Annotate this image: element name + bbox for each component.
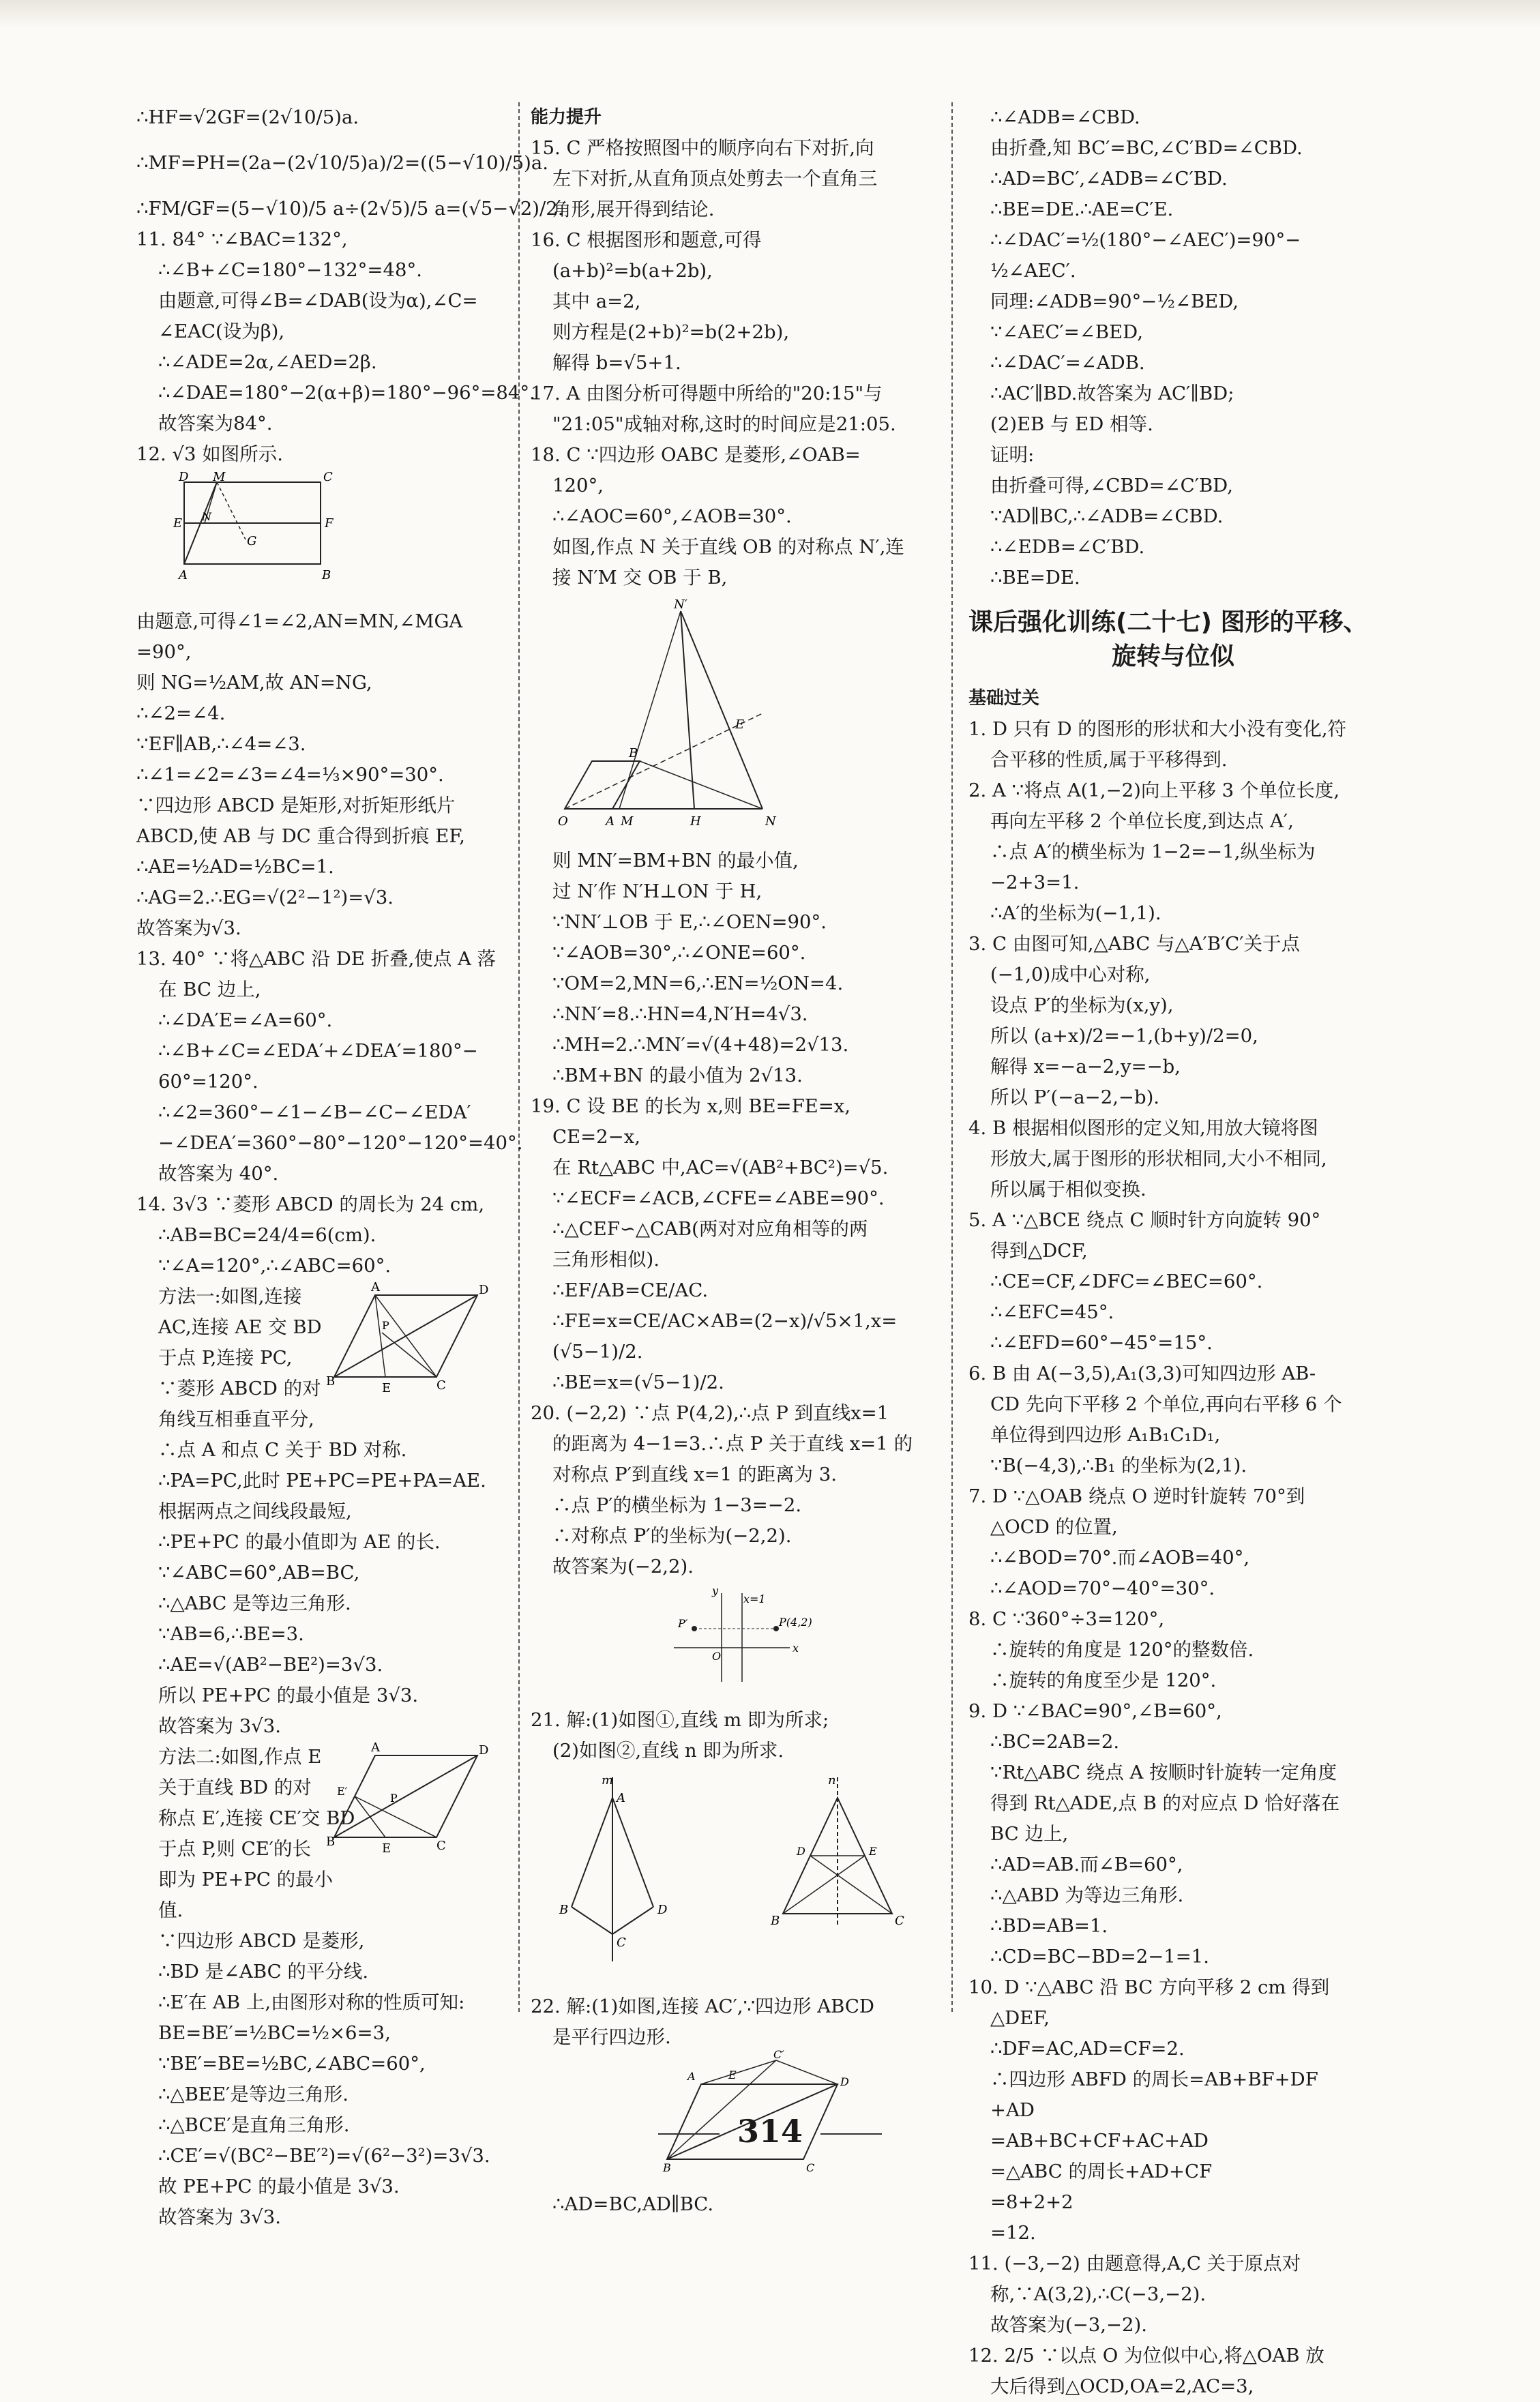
svg-text:P′: P′ <box>678 1617 688 1630</box>
svg-text:A: A <box>617 1791 625 1805</box>
text-line: (−1,0)成中心对称, <box>990 964 1151 985</box>
text-line: 其中 a=2, <box>552 291 641 312</box>
svg-text:C′: C′ <box>773 2048 784 2061</box>
text-line: =8+2+2 <box>990 2191 1073 2213</box>
text-line: =12. <box>990 2222 1036 2244</box>
text-line: ∴∠EDB=∠C′BD. <box>990 536 1145 558</box>
text-line: ∴AG=2.∴EG=√(2²−1²)=√3. <box>136 887 394 908</box>
text-line: 方法二:如图,作点 E <box>158 1746 322 1768</box>
text-line: ∴∠DAE=180°−2(α+β)=180°−96°=84°. <box>158 382 535 404</box>
figure-q21 <box>558 1770 933 1985</box>
answer-8: 8. C ∵360°÷3=120°, <box>968 1608 1165 1630</box>
text-line: 故答案为(−3,−2). <box>990 2314 1148 2336</box>
footer-dash <box>658 2133 720 2135</box>
answer-3: 3. C 由图可知,△ABC 与△A′B′C′关于点 <box>968 933 1301 955</box>
text-line: 大后得到△OCD,OA=2,AC=3, <box>990 2375 1254 2397</box>
text-line: 由题意,可得∠B=∠DAB(设为α),∠C= <box>158 290 478 312</box>
column-right <box>968 102 1405 2402</box>
column-left <box>136 102 564 2233</box>
text-line: 故答案为 3√3. <box>158 2206 281 2228</box>
text-line: ∵四边形 ABCD 是菱形, <box>158 1930 365 1952</box>
svg-text:B: B <box>559 1903 569 1917</box>
text-line: ∴NN′=8.∴HN=4,N′H=4√3. <box>552 1003 808 1025</box>
svg-text:n: n <box>828 1773 836 1788</box>
text-line: ∴MF=PH=(2a−(2√10/5)a)/2=((5−√10)/5)a. <box>136 152 548 174</box>
text-line: ∴CD=BC−BD=2−1=1. <box>990 1946 1210 1968</box>
text-line: ∴∠AOD=70°−40°=30°. <box>990 1577 1215 1599</box>
text-line: 则方程是(2+b)²=b(2+2b), <box>552 321 790 343</box>
svg-text:E: E <box>382 1841 391 1856</box>
answer-1: 1. D 只有 D 的图形的形状和大小没有变化,符 <box>968 718 1347 740</box>
svg-text:C: C <box>806 2161 815 2174</box>
text-line: =90°, <box>136 641 192 663</box>
text-line: ∴E′在 AB 上,由图形对称的性质可知: <box>158 1991 465 2013</box>
text-line: 称,∵A(3,2),∴C(−3,−2). <box>990 2283 1206 2305</box>
text-line: 故答案为 3√3. <box>158 1715 281 1737</box>
text-line: ∴AC′∥BD.故答案为 AC′∥BD; <box>990 383 1234 404</box>
text-line: ∴AE=½AD=½BC=1. <box>136 856 334 878</box>
text-line: 所以 (a+x)/2=−1,(b+y)/2=0, <box>990 1025 1258 1047</box>
text-line: ∠EAC(设为β), <box>158 321 285 342</box>
text-line: ∴∠2=360°−∠1−∠B−∠C−∠EDA′ <box>158 1101 471 1123</box>
answer-19: 19. C 设 BE 的长为 x,则 BE=FE=x, <box>531 1095 851 1117</box>
text-line: ∴AD=AB.而∠B=60°, <box>990 1854 1183 1875</box>
text-line: BC 边上, <box>990 1823 1069 1845</box>
svg-text:E: E <box>869 1845 877 1858</box>
figure-q14-method2 <box>326 1740 491 1858</box>
text-line: ABCD,使 AB 与 DC 重合得到折痕 EF, <box>136 825 465 847</box>
text-line: (a+b)²=b(a+2b), <box>552 260 713 282</box>
text-line: 接 N′M 交 OB 于 B, <box>552 567 728 589</box>
text-line: ∴∠1=∠2=∠3=∠4=⅓×90°=30°. <box>136 764 444 786</box>
text-line: △OCD 的位置, <box>990 1516 1118 1538</box>
answer-20: 20. (−2,2) ∵点 P(4,2),∴点 P 到直线x=1 <box>531 1402 889 1424</box>
text-line: 故答案为 40°. <box>158 1163 279 1185</box>
text-line: 由折叠可得,∠CBD=∠C′BD, <box>990 475 1233 496</box>
svg-text:B: B <box>322 568 331 582</box>
text-line: ∴CE′=√(BC²−BE′²)=√(6²−3²)=3√3. <box>158 2145 490 2167</box>
text-line: CD 先向下平移 2 个单位,再向右平移 6 个 <box>990 1393 1342 1415</box>
text-line: 设点 P′的坐标为(x,y), <box>990 994 1174 1016</box>
text-line: ∴对称点 P′的坐标为(−2,2). <box>552 1525 792 1547</box>
text-line: 于点 P,连接 PC, <box>158 1347 293 1369</box>
svg-text:A: A <box>371 1280 380 1294</box>
svg-text:A: A <box>606 814 614 829</box>
svg-text:B: B <box>326 1374 336 1389</box>
svg-text:E: E <box>735 717 745 732</box>
text-line: 角线互相垂直平分, <box>158 1408 314 1430</box>
text-line: ∴点 A′的横坐标为 1−2=−1,纵坐标为 <box>990 841 1316 863</box>
text-line: ∵菱形 ABCD 的对 <box>158 1378 321 1399</box>
column-divider <box>951 102 953 2012</box>
svg-text:P: P <box>390 1792 398 1805</box>
svg-text:A: A <box>371 1740 380 1755</box>
chapter-title <box>968 606 1405 674</box>
text-line: ∴△ABC 是等边三角形. <box>158 1592 351 1614</box>
text-line: =AB+BC+CF+AC+AD <box>990 2130 1209 2152</box>
svg-text:A: A <box>179 568 188 582</box>
svg-text:m: m <box>602 1773 614 1788</box>
answer-12: 12. 2/5 ∵以点 O 为位似中心,将△OAB 放 <box>968 2345 1324 2367</box>
svg-text:M: M <box>213 470 226 484</box>
text-line: ∴旋转的角度是 120°的整数倍. <box>990 1639 1254 1661</box>
text-line: 合平移的性质,属于平移得到. <box>990 749 1228 771</box>
footer-dash <box>820 2133 882 2135</box>
text-line: ∴BE=x=(√5−1)/2. <box>552 1371 724 1393</box>
text-line: ∴∠B+∠C=180°−132°=48°. <box>158 259 422 281</box>
answer-13: 13. 40° ∵将△ABC 沿 DE 折叠,使点 A 落 <box>136 948 497 970</box>
answer-11: 11. 84° ∵∠BAC=132°, <box>136 228 348 250</box>
answer-6: 6. B 由 A(−3,5),A₁(3,3)可知四边形 AB- <box>968 1363 1316 1384</box>
svg-text:D: D <box>797 1845 805 1858</box>
text-line: 证明: <box>990 444 1035 466</box>
chapter-title-line: 旋转与位似 <box>1112 642 1235 670</box>
text-line: ∴PE+PC 的最小值即为 AE 的长. <box>158 1531 441 1553</box>
text-line: ∴BD 是∠ABC 的平分线. <box>158 1961 369 1983</box>
text-line: ∵∠ECF=∠ACB,∠CFE=∠ABE=90°. <box>552 1187 885 1209</box>
text-line: ∵AD∥BC,∴∠ADB=∠CBD. <box>990 505 1224 527</box>
text-line: BE=BE′=½BC=½×6=3, <box>158 2022 391 2044</box>
svg-text:D: D <box>657 1903 668 1917</box>
svg-text:M: M <box>621 814 634 829</box>
text-line: ∴MH=2.∴MN′=√(4+48)=2√13. <box>552 1034 849 1056</box>
text-line: 解得 x=−a−2,y=−b, <box>990 1056 1181 1078</box>
svg-text:E: E <box>382 1381 391 1395</box>
text-line: ∵Rt△ABC 绕点 A 按顺时针旋转一定角度 <box>990 1762 1337 1783</box>
answer-16: 16. C 根据图形和题意,可得 <box>531 229 762 251</box>
text-line: ∵OM=2,MN=6,∴EN=½ON=4. <box>552 973 844 994</box>
text-line: ∴AD=BC,AD∥BC. <box>552 2193 714 2215</box>
text-line: −2+3=1. <box>990 872 1080 893</box>
text-line: 称点 E′,连接 CE′交 BD <box>158 1807 355 1829</box>
text-line: 方法一:如图,连接 <box>158 1286 302 1307</box>
text-line: 的距离为 4−1=3.∴点 P 关于直线 x=1 的 <box>552 1433 913 1455</box>
text-line: ∴△BCE′是直角三角形. <box>158 2114 350 2136</box>
answer-5: 5. A ∵△BCE 绕点 C 顺时针方向旋转 90° <box>968 1209 1321 1231</box>
text-line: 左下对折,从直角顶点处剪去一个直角三 <box>552 168 878 190</box>
text-line: ∵AB=6,∴BE=3. <box>158 1623 304 1645</box>
text-line: ∴∠ADE=2α,∠AED=2β. <box>158 351 377 373</box>
text-line: 所以属于相似变换. <box>990 1178 1146 1200</box>
text-line: ∴∠AOC=60°,∠AOB=30°. <box>552 505 792 527</box>
text-line: 在 Rt△ABC 中,AC=√(AB²+BC²)=√5. <box>552 1157 889 1178</box>
text-line: 则 NG=½AM,故 AN=NG, <box>136 672 372 694</box>
svg-text:N: N <box>765 814 776 829</box>
answer-18: 18. C ∵四边形 OABC 是菱形,∠OAB= <box>531 444 861 466</box>
figure-q18 <box>558 597 933 839</box>
svg-text:y: y <box>712 1584 719 1597</box>
text-line: 关于直线 BD 的对 <box>158 1777 312 1798</box>
text-line: ∴AB=BC=24/4=6(cm). <box>158 1224 376 1246</box>
text-line: 即为 PE+PC 的最小 <box>158 1869 334 1891</box>
text-line: ∴BE=DE.∴AE=C′E. <box>990 198 1174 220</box>
text-line: 故答案为84°. <box>158 413 273 434</box>
text-line: ∴BE=DE. <box>990 567 1080 589</box>
text-line: ∵NN′⊥OB 于 E,∴∠OEN=90°. <box>552 911 827 933</box>
text-line: ∴FM/GF=(5−√10)/5 a÷(2√5)/5 a=(√5−√2)/2. <box>136 198 564 220</box>
text-line: ∴CE=CF,∠DFC=∠BEC=60°. <box>990 1271 1263 1292</box>
text-line: ∴AD=BC′,∠ADB=∠C′BD. <box>990 168 1228 190</box>
section-heading: 基础过关 <box>968 688 1040 709</box>
answer-15: 15. C 严格按照图中的顺序向右下对折,向 <box>531 137 874 159</box>
text-line: 故答案为(−2,2). <box>552 1556 694 1577</box>
text-line: ∴△ABD 为等边三角形. <box>990 1884 1184 1906</box>
text-line: ∵B(−4,3),∴B₁ 的坐标为(2,1). <box>990 1455 1247 1477</box>
text-line: ∵∠ABC=60°,AB=BC, <box>158 1562 360 1584</box>
text-line: 过 N′作 N′H⊥ON 于 H, <box>552 880 762 902</box>
text-line: 120°, <box>552 475 604 496</box>
text-line: 则 MN′=BM+BN 的最小值, <box>552 850 799 872</box>
text-line: ∵∠AEC′=∠BED, <box>990 321 1143 343</box>
text-line: ∴A′的坐标为(−1,1). <box>990 902 1161 924</box>
svg-text:D: D <box>479 1283 489 1297</box>
svg-text:B: B <box>326 1835 336 1849</box>
text-line: ∴点 A 和点 C 关于 BD 对称. <box>158 1439 407 1461</box>
answer-12: 12. √3 如图所示. <box>136 443 283 465</box>
svg-text:D: D <box>840 2075 849 2088</box>
text-line: 在 BC 边上, <box>158 979 261 1000</box>
text-line: ½∠AEC′. <box>990 260 1076 282</box>
svg-text:B: B <box>663 2161 671 2174</box>
text-line: 值. <box>158 1899 183 1921</box>
svg-text:x=1: x=1 <box>743 1592 766 1605</box>
text-line: 60°=120°. <box>158 1071 258 1093</box>
text-line: AC,连接 AE 交 BD <box>158 1316 322 1338</box>
text-line: 是平行四边形. <box>552 2026 671 2048</box>
text-line: ∵EF∥AB,∴∠4=∠3. <box>136 733 306 755</box>
text-line: ∴∠DAC′=½(180°−∠AEC′)=90°− <box>990 229 1301 251</box>
page-footer <box>0 2113 1540 2150</box>
svg-text:O: O <box>712 1650 722 1663</box>
chapter-title-line: 课后强化训练(二十七) 图形的平移、 <box>968 608 1368 636</box>
text-line: CE=2−x, <box>552 1126 640 1148</box>
answer-21: 21. 解:(1)如图①,直线 m 即为所求; <box>531 1709 829 1731</box>
text-line: ∵∠AOB=30°,∴∠ONE=60°. <box>552 942 806 964</box>
text-line: 单位得到四边形 A₁B₁C₁D₁, <box>990 1424 1221 1446</box>
text-line: (2)EB 与 ED 相等. <box>990 413 1153 435</box>
text-line: ∴BD=AB=1. <box>990 1915 1108 1937</box>
page-number: 314 <box>737 2113 803 2150</box>
text-line: 故 PE+PC 的最小值是 3√3. <box>158 2176 400 2197</box>
text-line: ∴∠DA′E=∠A=60°. <box>158 1009 333 1031</box>
svg-text:C: C <box>617 1936 626 1950</box>
scan-top-edge <box>0 0 1540 27</box>
svg-text:B: B <box>629 746 638 760</box>
text-line: ∴∠2=∠4. <box>136 702 226 724</box>
svg-text:O: O <box>558 814 568 829</box>
svg-text:E: E <box>173 516 183 531</box>
answer-7: 7. D ∵△OAB 绕点 O 逆时针旋转 70°到 <box>968 1485 1305 1507</box>
text-line: ∴点 P′的横坐标为 1−3=−2. <box>552 1494 802 1516</box>
section-heading: 能力提升 <box>531 107 602 128</box>
answer-17: 17. A 由图分析可得题中所给的"20:15"与 <box>531 383 883 404</box>
svg-text:C: C <box>436 1378 446 1393</box>
text-line: ∴△BEE′是等边三角形. <box>158 2084 349 2105</box>
text-line: =△ABC 的周长+AD+CF <box>990 2161 1213 2182</box>
text-line: ∵BE′=BE=½BC,∠ABC=60°, <box>158 2053 426 2075</box>
text-line: ∴EF/AB=CE/AC. <box>552 1279 709 1301</box>
text-line: ∴BC=2AB=2. <box>990 1731 1120 1753</box>
text-line: 由折叠,知 BC′=BC,∠C′BD=∠CBD. <box>990 137 1303 159</box>
svg-text:P(4,2): P(4,2) <box>779 1616 812 1629</box>
text-line: 同理:∠ADB=90°−½∠BED, <box>990 291 1239 312</box>
answer-14: 14. 3√3 ∵菱形 ABCD 的周长为 24 cm, <box>136 1193 485 1215</box>
svg-text:C: C <box>436 1839 446 1853</box>
column-middle <box>531 102 933 2220</box>
svg-text:N: N <box>202 510 211 523</box>
svg-text:E′: E′ <box>337 1785 348 1798</box>
svg-text:x: x <box>793 1642 799 1655</box>
text-line: 所以 P′(−a−2,−b). <box>990 1086 1160 1108</box>
text-line: "21:05"成轴对称,这时的时间应是21:05. <box>552 413 896 435</box>
text-line: 对称点 P′到直线 x=1 的距离为 3. <box>552 1464 837 1485</box>
svg-text:G: G <box>247 534 257 548</box>
text-line: ∴∠EFD=60°−45°=15°. <box>990 1332 1213 1354</box>
text-line: 所以 PE+PC 的最小值是 3√3. <box>158 1685 419 1706</box>
text-line: ∴旋转的角度至少是 120°. <box>990 1670 1217 1691</box>
answer-22: 22. 解:(1)如图,连接 AC′,∵四边形 ABCD <box>531 1996 874 2017</box>
text-line: ∴∠B+∠C=∠EDA′+∠DEA′=180°− <box>158 1040 478 1062</box>
text-line: ∴HF=√2GF=(2√10/5)a. <box>136 106 359 128</box>
text-line: ∴∠BOD=70°.而∠AOB=40°, <box>990 1547 1250 1569</box>
svg-text:D: D <box>479 1743 489 1758</box>
text-line: 由题意,可得∠1=∠2,AN=MN,∠MGA <box>136 610 463 632</box>
text-line: ∴AE=√(AB²−BE²)=3√3. <box>158 1654 383 1676</box>
svg-text:B: B <box>771 1914 780 1928</box>
text-line: ∴△CEF∽△CAB(两对对应角相等的两 <box>552 1218 868 1240</box>
text-line: ∴DF=AC,AD=CF=2. <box>990 2038 1185 2060</box>
text-line: 得到 Rt△ADE,点 B 的对应点 D 恰好落在 <box>990 1792 1340 1814</box>
svg-text:E: E <box>728 2069 737 2081</box>
figure-q14-method1 <box>326 1280 491 1397</box>
text-line: (√5−1)/2. <box>552 1341 643 1363</box>
svg-text:N′: N′ <box>674 597 687 612</box>
text-line: ∵∠A=120°,∴∠ABC=60°. <box>158 1255 391 1277</box>
text-line: (2)如图②,直线 n 即为所求. <box>552 1740 784 1762</box>
text-line: ∴四边形 ABFD 的周长=AB+BF+DF <box>990 2069 1318 2090</box>
text-line: 得到△DCF, <box>990 1240 1088 1262</box>
text-line: ∵四边形 ABCD 是矩形,对折矩形纸片 <box>136 795 456 816</box>
text-line: ∴BM+BN 的最小值为 2√13. <box>552 1065 803 1086</box>
text-line: 三角形相似). <box>552 1249 660 1271</box>
text-line: 故答案为√3. <box>136 917 241 939</box>
figure-q20 <box>667 1586 933 1698</box>
text-line: ∴FE=x=CE/AC×AB=(2−x)/√5×1,x= <box>552 1310 898 1332</box>
svg-text:F: F <box>325 516 334 531</box>
text-line: ∴∠EFC=45°. <box>990 1301 1114 1323</box>
text-line: ∴PA=PC,此时 PE+PC=PE+PA=AE. <box>158 1470 486 1492</box>
text-line: 根据两点之间线段最短, <box>158 1500 352 1522</box>
text-line: +AD <box>990 2099 1035 2121</box>
text-line: 解得 b=√5+1. <box>552 352 681 374</box>
text-line: 形放大,属于图形的形状相同,大小不相同, <box>990 1148 1327 1170</box>
svg-text:A: A <box>687 2070 696 2083</box>
text-line: 如图,作点 N 关于直线 OB 的对称点 N′,连 <box>552 536 904 558</box>
text-line: 再向左平移 2 个单位长度,到达点 A′, <box>990 810 1294 832</box>
svg-text:D: D <box>179 470 189 484</box>
answer-11: 11. (−3,−2) 由题意得,A,C 关于原点对 <box>968 2253 1301 2274</box>
text-line: 于点 P,则 CE′的长 <box>158 1838 312 1860</box>
text-line: ∴∠DAC′=∠ADB. <box>990 352 1145 374</box>
svg-text:C: C <box>323 470 333 484</box>
text-line: ∴∠ADB=∠CBD. <box>990 106 1140 128</box>
text-line: △DEF, <box>990 2007 1050 2029</box>
svg-text:P: P <box>382 1319 389 1332</box>
answer-2: 2. A ∵将点 A(1,−2)向上平移 3 个单位长度, <box>968 780 1340 801</box>
answer-4: 4. B 根据相似图形的定义知,用放大镜将图 <box>968 1117 1318 1139</box>
text-line: −∠DEA′=360°−80°−120°−120°=40°. <box>158 1132 523 1154</box>
svg-text:H: H <box>690 814 701 829</box>
svg-text:C: C <box>895 1914 904 1928</box>
answer-9: 9. D ∵∠BAC=90°,∠B=60°, <box>968 1700 1222 1722</box>
figure-q12 <box>164 470 505 599</box>
text-line: 角形,展开得到结论. <box>552 198 715 220</box>
answer-10: 10. D ∵△ABC 沿 BC 方向平移 2 cm 得到 <box>968 1976 1330 1998</box>
